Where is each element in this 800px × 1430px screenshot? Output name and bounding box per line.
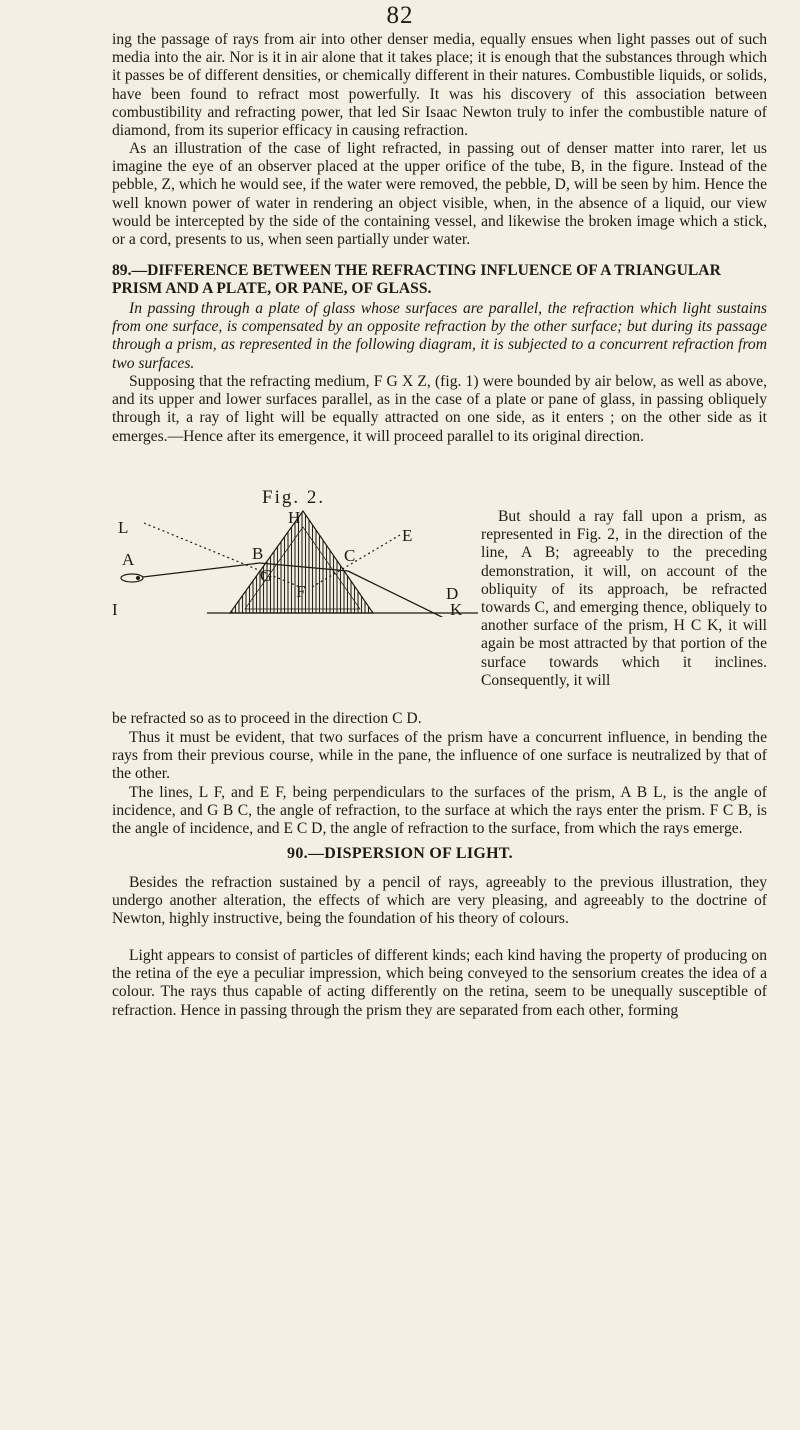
label-I: I [112,600,118,617]
label-K: K [450,600,463,617]
label-D: D [446,584,459,603]
figure-side-text: But should a ray fall upon a prism, as represented in Fig. 2, in the direction of the line, A B; agreeably to the preceding demonstration, it will, on account of the obliquity of its approach, be refracted towards C, and emerging thence, obliquely to another surface of the prism, H C K, it will again be most attracted by that portion of the surface towards which it inclines. Consequently, it will [481,508,767,689]
incident-ray-AB [126,563,260,579]
label-B: B [252,544,264,563]
paragraph-illustration: As an illustration of the case of light refracted, in passing out of denser matter into rarer, let us imagine the eye of an observer placed at the upper orifice of the tube, B, in the figure. Instead of the pebble, Z, which he would see, if the water were removed, the pebble, D, will be seen by him. Hence the well known power of water in rendering an object visible, when, in the absence of a liquid, our view would be intercepted by the side of the containing vessel, and likewise the broken image which a stick, or a cord, presents to us, when seen partially under water. [112,140,767,249]
paragraph-particles: Light appears to consist of particles of different kinds; each kind having the property of producing on the retina of the eye a peculiar impression, which being conveyed to the sensorium creates the idea of a colour. The rays thus capable of acting differently on the retina, seem to be unequally susceptible of refraction. Hence in passing through the prism they are separated from each other, forming [112,947,767,1019]
label-F: F [296,582,306,601]
paragraph-concurrent: Thus it must be evident, that two surfaces of the prism have a concurrent influence, in bending the rays from their previous course, while in the pane, the influence of one surface is neutralized by that of the other. [112,729,767,783]
section-89-heading: 89.—DIFFERENCE BETWEEN THE REFRACTING INFLUENCE OF A TRIANGULAR PRISM AND A PLATE, OR PANE, OF GLASS. [112,262,721,298]
label-A: A [122,550,135,569]
label-H: H [288,508,301,527]
label-G: G [260,566,273,585]
paragraph-dispersion: Besides the refraction sustained by a pencil of rays, agreeably to the previous illustration, they undergo another alteration, the effects of which are very pleasing, and agreeably to the doctrine of Newton, highly instructive, being the foundation of his theory of colours. [112,874,767,928]
prism-diagram [112,505,484,617]
paragraph-direction-cd: be refracted so as to proceed in the direction C D. [112,710,422,727]
paragraph-plate: Supposing that the refracting medium, F G X Z, (fig. 1) were bounded by air below, as well as above, and its upper and lower surfaces parallel, as in the case of a plate or pane of glass, in passing obliquely through it, a ray of light will be equally attracted on one side, as it enters ; on the other side as it emerges.—Hence after its emergence, it will proceed parallel to its original direction. [112,373,767,445]
paragraph-angles: The lines, L F, and E F, being perpendiculars to the surfaces of the prism, A B L, is the angle of incidence, and G B C, the angle of refraction, to the surface at which the rays enter the prism. F C B, is the angle of incidence, and E C D, the angle of refraction to the surface, from which the rays emerge. [112,784,767,838]
section-89-summary: In passing through a plate of glass whose surfaces are parallel, the refraction which light sustains from one surface, is compensated by an opposite refraction by the other surface; but during its passage through a prism, as represented in the following diagram, it is subjected to a concurrent refraction from two surfaces. [112,300,767,372]
section-90-heading: 90.—DISPERSION OF LIGHT. [287,845,513,862]
label-C: C [344,546,356,565]
page-number: 82 [386,2,414,29]
paragraph-continued: ing the passage of rays from air into other denser media, equally ensues when light passes out of such media into the air. Nor is it in air alone that it takes place; it is enough that the substances through which it passes be of different densities, or chemically different in their natures. Combustible liquids, or solids, have been found to refract most powerfully. It was his discovery of this association between combustibility and refracting power, that led Sir Isaac Newton truly to infer the combustible nature of diamond, from its superior efficacy in causing refraction. [112,31,767,140]
figure-caption: Fig. 2. [262,487,326,508]
label-L: L [118,518,129,537]
label-E: E [402,526,413,545]
